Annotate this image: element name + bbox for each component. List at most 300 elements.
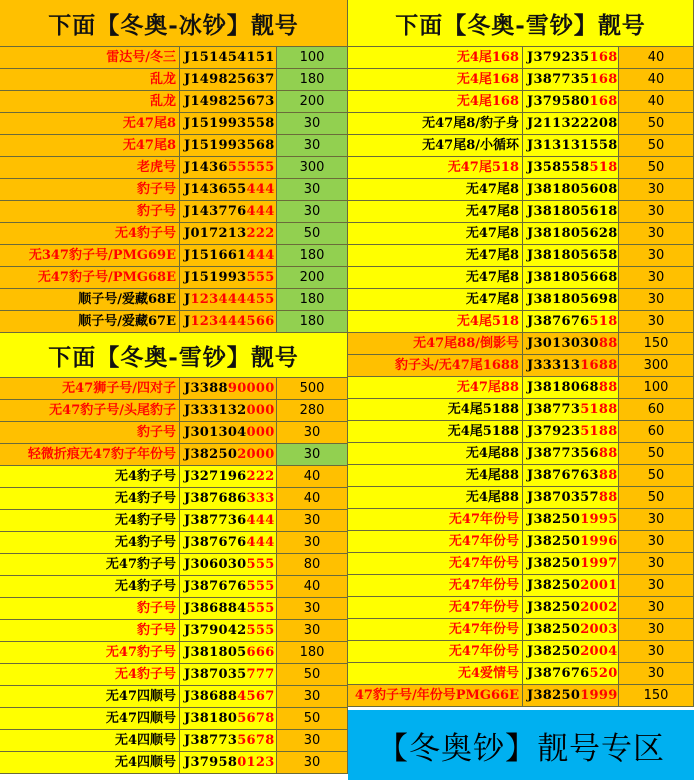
table-row — [348, 399, 694, 421]
serial-highlight: 168 — [589, 50, 618, 65]
serial-prefix: J149825637 — [184, 72, 275, 87]
serial-number — [523, 201, 619, 223]
serial-highlight: 555 — [246, 579, 275, 594]
table-row — [0, 157, 348, 179]
item-name: 无47年份号 — [348, 597, 523, 619]
serial-number — [180, 201, 277, 223]
serial-highlight: 5678 — [237, 733, 275, 748]
price: 30 — [277, 444, 348, 466]
table-row — [348, 421, 694, 443]
table-row — [348, 531, 694, 553]
item-name: 无47四顺号 — [0, 708, 180, 730]
serial-number — [523, 69, 619, 91]
winter-olympics-banner: 【冬奥钞】靓号专区 — [348, 710, 694, 780]
item-name: 无4豹子号 — [0, 532, 180, 554]
serial-number — [180, 730, 277, 752]
item-name: 无4爱情号 — [348, 663, 523, 685]
serial-prefix: J306030 — [184, 557, 247, 572]
serial-number — [523, 641, 619, 663]
serial-number — [523, 619, 619, 641]
price: 50 — [619, 487, 694, 509]
table-row — [0, 245, 348, 267]
table-row — [0, 113, 348, 135]
table-row — [348, 663, 694, 685]
serial-prefix: J313131558 — [527, 138, 618, 153]
serial-prefix: J381805668 — [527, 270, 618, 285]
serial-prefix: J33313 — [527, 358, 581, 373]
serial-prefix: J37958 — [184, 755, 238, 770]
serial-number — [180, 378, 277, 400]
item-name: 无347豹子号/PMG69E — [0, 245, 180, 267]
serial-highlight: 90000 — [227, 381, 275, 396]
item-name: 乱龙 — [0, 69, 180, 91]
serial-number — [180, 620, 277, 642]
price: 50 — [277, 223, 348, 245]
serial-number — [523, 333, 619, 355]
price: 30 — [277, 598, 348, 620]
serial-highlight: 444 — [246, 204, 275, 219]
serial-number — [523, 597, 619, 619]
serial-number — [523, 487, 619, 509]
serial-prefix: J149825673 — [184, 94, 275, 109]
serial-prefix: J1436 — [184, 160, 228, 175]
item-name: 无4尾88 — [348, 465, 523, 487]
header-ice-banknote: 下面【冬奥-冰钞】靓号 — [0, 0, 348, 47]
serial-prefix: J379580 — [527, 94, 590, 109]
price: 300 — [277, 157, 348, 179]
serial-prefix: J38773 — [527, 402, 581, 417]
price: 60 — [619, 399, 694, 421]
serial-prefix: J38250 — [527, 534, 581, 549]
serial-prefix: J387676 — [527, 314, 590, 329]
serial-number — [523, 179, 619, 201]
serial-number — [180, 752, 277, 774]
table-row — [348, 289, 694, 311]
table-row — [348, 487, 694, 509]
price: 150 — [619, 333, 694, 355]
serial-number — [180, 91, 277, 113]
table-row — [0, 510, 348, 532]
serial-prefix: J38180 — [184, 711, 238, 726]
price: 30 — [277, 730, 348, 752]
item-name: 无47尾8 — [0, 113, 180, 135]
serial-prefix: J3876763 — [527, 468, 599, 483]
item-name: 轻微折痕无47豹子年份号 — [0, 444, 180, 466]
serial-prefix: J38250 — [527, 644, 581, 659]
serial-number — [180, 223, 277, 245]
table-row — [348, 245, 694, 267]
price: 180 — [277, 289, 348, 311]
serial-prefix: J301304 — [184, 425, 247, 440]
price: 30 — [277, 510, 348, 532]
table-row — [348, 553, 694, 575]
table-row — [0, 289, 348, 311]
serial-prefix: J38250 — [527, 578, 581, 593]
price: 180 — [277, 311, 348, 333]
price: 200 — [277, 91, 348, 113]
serial-number — [523, 377, 619, 399]
serial-highlight: 1997 — [580, 556, 618, 571]
table-row — [348, 685, 694, 707]
serial-number — [180, 311, 277, 333]
serial-prefix: J381805618 — [527, 204, 618, 219]
serial-prefix: J3870357 — [527, 490, 599, 505]
serial-highlight: 555 — [246, 601, 275, 616]
price: 30 — [619, 245, 694, 267]
serial-highlight: 168 — [589, 72, 618, 87]
serial-highlight: 444 — [246, 513, 275, 528]
table-row — [0, 532, 348, 554]
serial-prefix: J151993558 — [184, 116, 275, 131]
serial-prefix: J38688 — [184, 689, 238, 704]
serial-highlight: 0123 — [237, 755, 275, 770]
serial-prefix: J151993 — [184, 270, 247, 285]
serial-number — [180, 708, 277, 730]
item-name: 豹子号 — [0, 179, 180, 201]
item-name: 豹子号 — [0, 422, 180, 444]
serial-number — [180, 554, 277, 576]
serial-highlight: 444 — [246, 182, 275, 197]
table-row — [348, 443, 694, 465]
table-row — [0, 311, 348, 333]
table-row — [0, 378, 348, 400]
serial-highlight: 88 — [598, 446, 618, 461]
header-snow-banknote-left: 下面【冬奥-雪钞】靓号 — [0, 333, 348, 378]
price: 40 — [277, 466, 348, 488]
serial-prefix: J38250 — [527, 622, 581, 637]
item-name: 豹子号 — [0, 620, 180, 642]
serial-prefix: J38250 — [527, 512, 581, 527]
table-row — [348, 201, 694, 223]
serial-highlight: 88 — [598, 336, 618, 351]
item-name: 无4四顺号 — [0, 730, 180, 752]
serial-number — [523, 509, 619, 531]
item-name: 无4豹子号 — [0, 488, 180, 510]
serial-number — [180, 245, 277, 267]
price: 500 — [277, 378, 348, 400]
serial-prefix: J143655 — [184, 182, 247, 197]
item-name: 无4豹子号 — [0, 664, 180, 686]
header-snow-banknote-right: 下面【冬奥-雪钞】靓号 — [348, 0, 694, 47]
serial-number — [180, 686, 277, 708]
item-name: 无4尾168 — [348, 69, 523, 91]
item-name: 无47狮子号/四对子 — [0, 378, 180, 400]
serial-highlight: 88 — [598, 468, 618, 483]
serial-prefix: J387676 — [527, 666, 590, 681]
price: 80 — [277, 554, 348, 576]
serial-number — [523, 443, 619, 465]
serial-number — [523, 135, 619, 157]
item-name: 无4豹子号 — [0, 223, 180, 245]
price: 30 — [277, 620, 348, 642]
price: 50 — [619, 113, 694, 135]
table-row — [0, 598, 348, 620]
item-name: 无4尾5188 — [348, 421, 523, 443]
table-row — [348, 113, 694, 135]
serial-number — [180, 664, 277, 686]
price: 30 — [619, 641, 694, 663]
table-row — [348, 597, 694, 619]
serial-prefix: J151661 — [184, 248, 247, 263]
serial-prefix: J — [184, 292, 191, 307]
serial-number — [180, 422, 277, 444]
serial-number — [523, 223, 619, 245]
item-name: 无4尾518 — [348, 311, 523, 333]
item-name: 无47尾8 — [348, 201, 523, 223]
price: 300 — [619, 355, 694, 377]
serial-highlight: 666 — [246, 645, 275, 660]
item-name: 无4尾88 — [348, 487, 523, 509]
item-name: 无47豹子号/PMG68E — [0, 267, 180, 289]
price: 180 — [277, 69, 348, 91]
serial-number — [523, 663, 619, 685]
price: 40 — [619, 47, 694, 69]
serial-highlight: 168 — [589, 94, 618, 109]
serial-number — [180, 47, 277, 69]
price: 40 — [277, 488, 348, 510]
serial-number — [180, 444, 277, 466]
serial-prefix: J38250 — [527, 688, 581, 703]
serial-highlight: 2002 — [580, 600, 618, 615]
serial-highlight: 88 — [598, 380, 618, 395]
serial-prefix: J387676 — [184, 535, 247, 550]
item-name: 无4尾168 — [348, 47, 523, 69]
serial-highlight: 1999 — [580, 688, 618, 703]
serial-prefix: J37923 — [527, 424, 581, 439]
serial-number — [523, 531, 619, 553]
item-name: 无47豹子号 — [0, 642, 180, 664]
table-row — [0, 752, 348, 774]
table-row — [348, 465, 694, 487]
serial-prefix: J38250 — [527, 600, 581, 615]
item-name: 无47尾8 — [348, 223, 523, 245]
serial-highlight: 4567 — [237, 689, 275, 704]
item-name: 无4豹子号 — [0, 510, 180, 532]
price: 150 — [619, 685, 694, 707]
item-name: 无47尾8/小循环 — [348, 135, 523, 157]
table-row — [0, 730, 348, 752]
table-row — [0, 267, 348, 289]
serial-highlight: 88 — [598, 490, 618, 505]
serial-highlight: 555 — [246, 623, 275, 638]
serial-number — [523, 465, 619, 487]
price: 30 — [277, 422, 348, 444]
serial-prefix: J3388 — [184, 381, 228, 396]
serial-highlight: 222 — [246, 469, 275, 484]
item-name: 无47尾8 — [0, 135, 180, 157]
serial-highlight: 2004 — [580, 644, 618, 659]
table-row — [0, 400, 348, 422]
item-name: 无47年份号 — [348, 509, 523, 531]
serial-highlight: 2003 — [580, 622, 618, 637]
item-name: 豹子号 — [0, 598, 180, 620]
serial-number — [523, 355, 619, 377]
serial-highlight: 518 — [589, 314, 618, 329]
serial-number — [523, 157, 619, 179]
serial-prefix: J387676 — [184, 579, 247, 594]
price: 30 — [277, 201, 348, 223]
table-row — [0, 91, 348, 113]
table-row — [0, 664, 348, 686]
price: 30 — [619, 289, 694, 311]
serial-number — [523, 553, 619, 575]
table-row — [0, 620, 348, 642]
item-name: 无4尾168 — [348, 91, 523, 113]
serial-highlight: 1996 — [580, 534, 618, 549]
table-row — [348, 47, 694, 69]
serial-highlight: 777 — [246, 667, 275, 682]
serial-number — [180, 267, 277, 289]
price: 200 — [277, 267, 348, 289]
serial-number — [180, 576, 277, 598]
serial-number — [180, 466, 277, 488]
item-name: 无47尾8 — [348, 289, 523, 311]
serial-number — [180, 488, 277, 510]
price: 50 — [619, 443, 694, 465]
serial-highlight: 5678 — [237, 711, 275, 726]
item-name: 雷达号/冬三 — [0, 47, 180, 69]
price: 30 — [619, 179, 694, 201]
table-row — [0, 444, 348, 466]
serial-prefix: J387035 — [184, 667, 247, 682]
table-row — [0, 686, 348, 708]
serial-number — [523, 399, 619, 421]
serial-number — [180, 69, 277, 91]
serial-prefix: J38250 — [184, 447, 238, 462]
price: 50 — [619, 135, 694, 157]
table-row — [348, 267, 694, 289]
serial-highlight: 123444566 — [190, 314, 275, 329]
price: 30 — [277, 113, 348, 135]
serial-number — [180, 135, 277, 157]
table-row — [0, 708, 348, 730]
serial-prefix: J386884 — [184, 601, 247, 616]
serial-prefix: J38250 — [527, 556, 581, 571]
serial-highlight: 123444455 — [190, 292, 275, 307]
item-name: 无47年份号 — [348, 531, 523, 553]
serial-prefix: J387686 — [184, 491, 247, 506]
serial-prefix: J379235 — [527, 50, 590, 65]
serial-highlight: 1688 — [580, 358, 618, 373]
serial-prefix: J3818068 — [527, 380, 599, 395]
table-row — [0, 576, 348, 598]
serial-prefix: J381805698 — [527, 292, 618, 307]
item-name: 无47年份号 — [348, 619, 523, 641]
table-row — [348, 333, 694, 355]
serial-highlight: 444 — [246, 535, 275, 550]
serial-highlight: 555 — [246, 270, 275, 285]
item-name: 无47豹子号 — [0, 554, 180, 576]
item-name: 顺子号/爱藏68E — [0, 289, 180, 311]
item-name: 乱龙 — [0, 91, 180, 113]
serial-prefix: J381805608 — [527, 182, 618, 197]
table-row — [0, 554, 348, 576]
serial-prefix: J017213 — [184, 226, 247, 241]
table-row — [348, 619, 694, 641]
serial-number — [180, 598, 277, 620]
serial-prefix: J327196 — [184, 469, 247, 484]
serial-prefix: J151454151 — [184, 50, 275, 65]
serial-number — [180, 179, 277, 201]
serial-prefix: J358558 — [527, 160, 590, 175]
serial-prefix: J3877356 — [527, 446, 599, 461]
serial-highlight: 518 — [589, 160, 618, 175]
table-row — [0, 422, 348, 444]
price: 30 — [619, 267, 694, 289]
serial-number — [180, 532, 277, 554]
serial-highlight: 000 — [246, 425, 275, 440]
price: 50 — [277, 708, 348, 730]
table-row — [0, 642, 348, 664]
price: 30 — [619, 509, 694, 531]
table-row — [348, 377, 694, 399]
table-row — [0, 201, 348, 223]
serial-number — [180, 113, 277, 135]
serial-prefix: J38773 — [184, 733, 238, 748]
serial-highlight: 333 — [246, 491, 275, 506]
serial-prefix: J3013030 — [527, 336, 599, 351]
price: 30 — [619, 531, 694, 553]
table-row — [348, 69, 694, 91]
price: 40 — [619, 91, 694, 113]
price: 30 — [619, 553, 694, 575]
table-row — [0, 223, 348, 245]
table-row — [0, 69, 348, 91]
table-row — [0, 179, 348, 201]
item-name: 无47年份号 — [348, 641, 523, 663]
table-row — [348, 157, 694, 179]
serial-number — [523, 91, 619, 113]
serial-highlight: 555 — [246, 557, 275, 572]
serial-prefix: J — [184, 314, 191, 329]
serial-number — [180, 400, 277, 422]
serial-highlight: 444 — [246, 248, 275, 263]
table-row — [348, 135, 694, 157]
price: 30 — [619, 663, 694, 685]
serial-number — [523, 289, 619, 311]
item-name: 无47豹子号/头尾豹子 — [0, 400, 180, 422]
serial-prefix: J381805628 — [527, 226, 618, 241]
serial-number — [523, 47, 619, 69]
price: 50 — [277, 664, 348, 686]
serial-prefix: J381805658 — [527, 248, 618, 263]
serial-number — [523, 575, 619, 597]
item-name: 无47尾518 — [348, 157, 523, 179]
serial-prefix: J387736 — [184, 513, 247, 528]
item-name: 无47尾8/豹子身 — [348, 113, 523, 135]
item-name: 无47四顺号 — [0, 686, 180, 708]
price: 180 — [277, 642, 348, 664]
item-name: 豹子头/无47尾1688 — [348, 355, 523, 377]
price: 60 — [619, 421, 694, 443]
serial-number — [523, 267, 619, 289]
serial-highlight: 2000 — [237, 447, 275, 462]
price: 30 — [277, 179, 348, 201]
table-row — [348, 179, 694, 201]
serial-highlight: 5188 — [580, 402, 618, 417]
price: 30 — [277, 532, 348, 554]
item-name: 豹子号 — [0, 201, 180, 223]
item-name: 无47尾8 — [348, 179, 523, 201]
serial-number — [523, 685, 619, 707]
table-row — [348, 509, 694, 531]
price: 280 — [277, 400, 348, 422]
serial-prefix: J387735 — [527, 72, 590, 87]
price: 30 — [619, 575, 694, 597]
serial-prefix: J143776 — [184, 204, 247, 219]
serial-highlight: 2001 — [580, 578, 618, 593]
serial-prefix: J151993568 — [184, 138, 275, 153]
